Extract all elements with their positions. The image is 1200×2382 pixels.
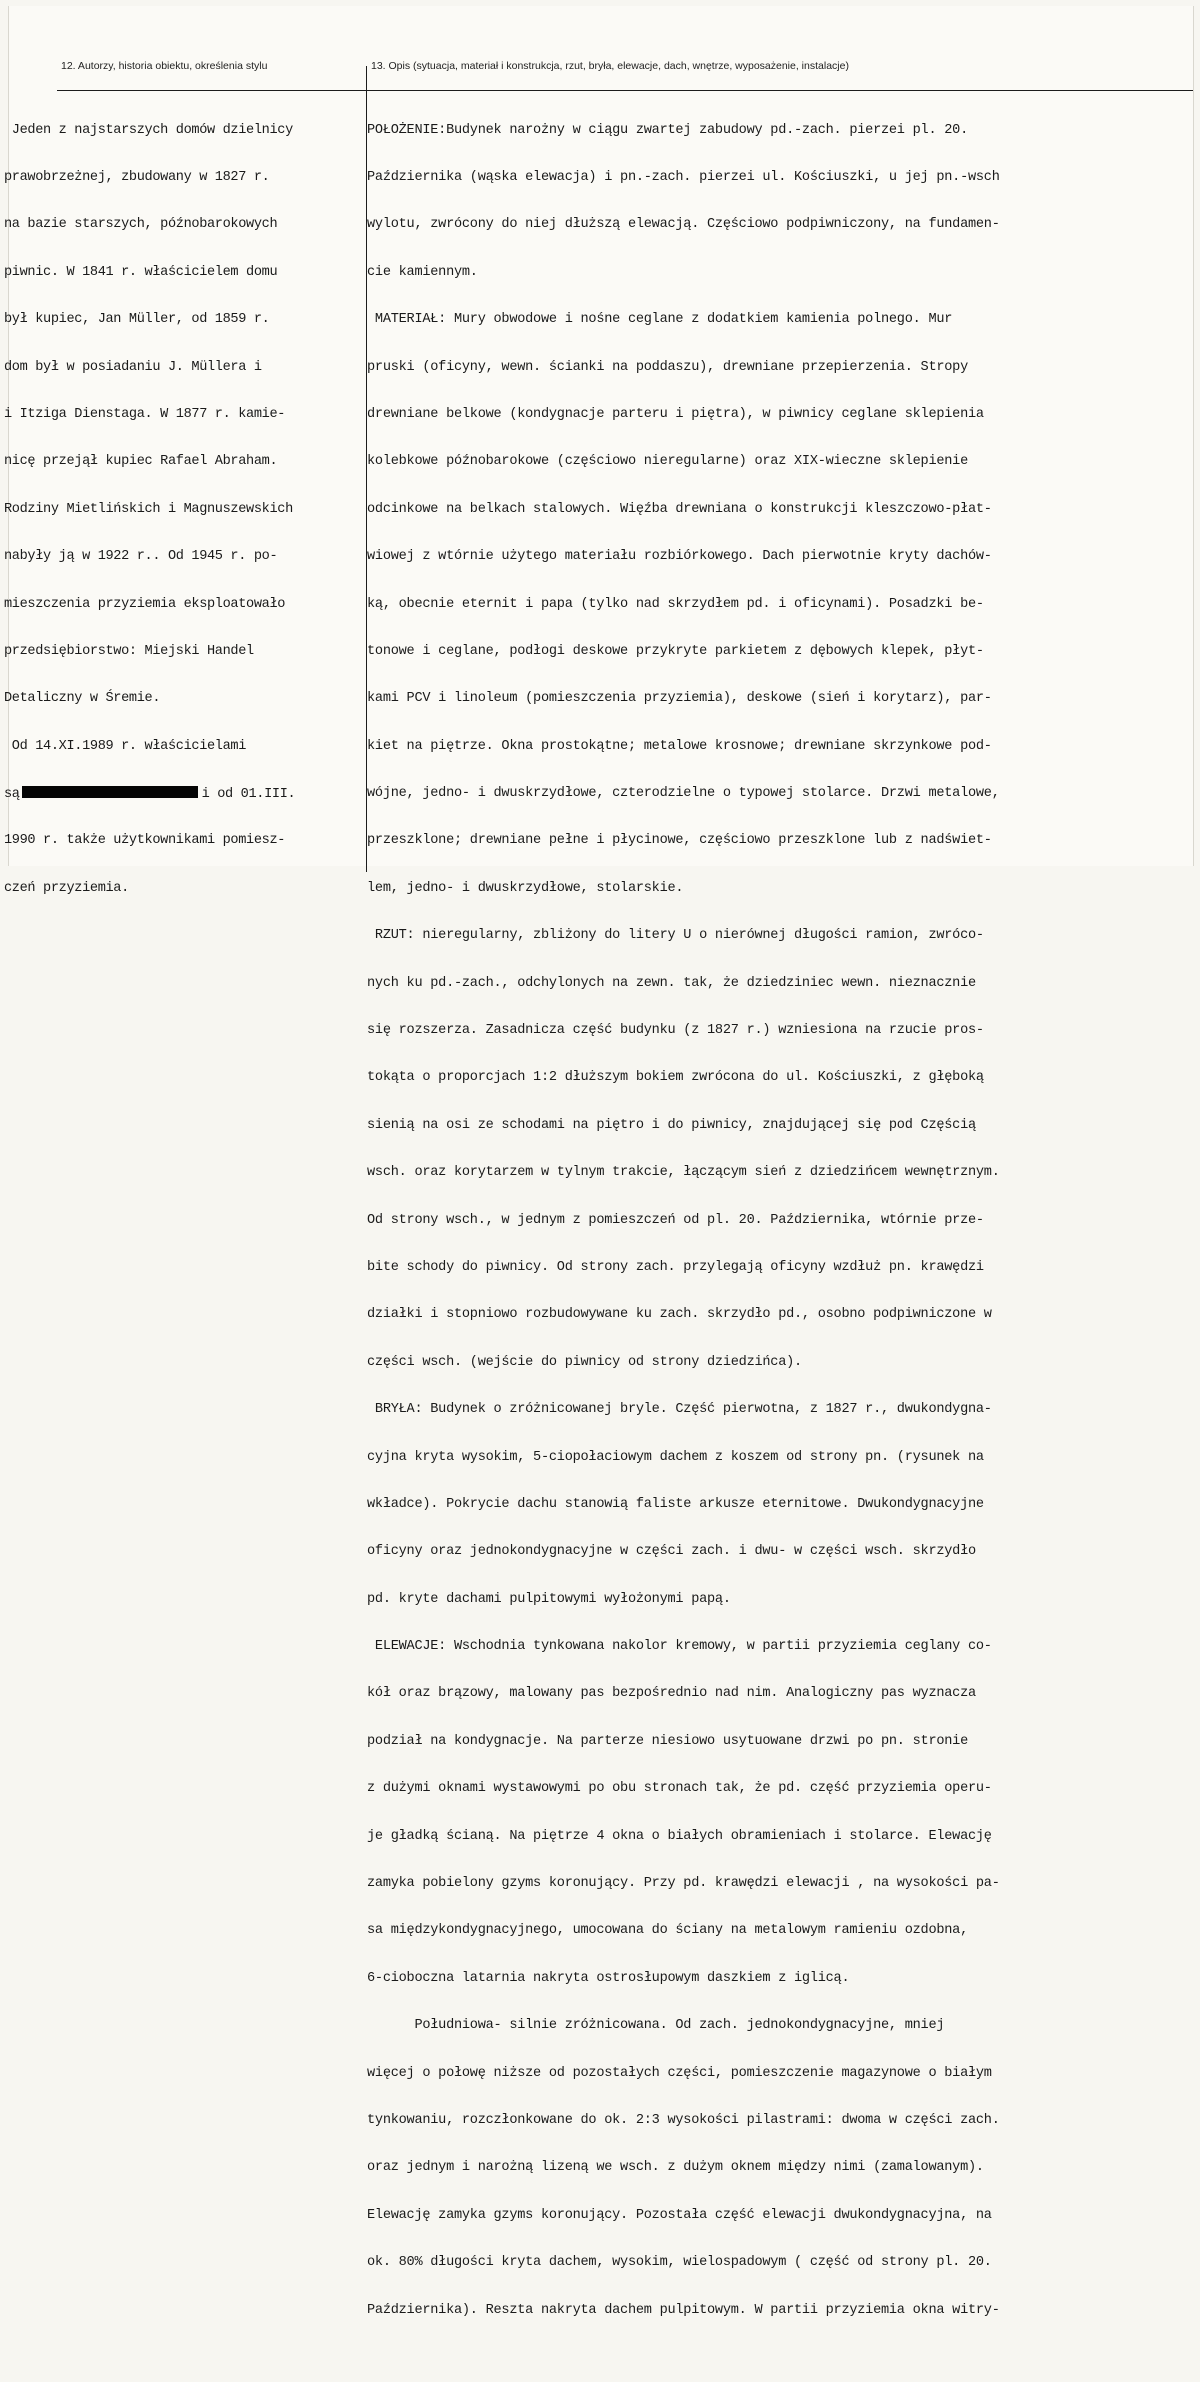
history-column (4, 91, 354, 912)
text-line: i Itziga Dienstaga. W 1877 r. kamie- (4, 406, 286, 422)
text-line: sa międzykondygnacyjnego, umocowana do ściany na metalowym ramieniu ozdobna, (367, 1923, 968, 1939)
text-line: Elewację zamyka gzyms koronujący. Pozostała część elewacji dwukondygnacyjna, na (367, 2207, 992, 2223)
description-column (367, 91, 1179, 2382)
text-line: Od 14.XI.1989 r. właścicielami (4, 738, 247, 754)
text-fragment: i od 01.III. (201, 787, 296, 803)
text-line: ELEWACJE: Wschodnia tynkowana nakolor kremowy, w partii przyziemia ceglany co- (367, 1639, 992, 1655)
text-line: zamyka pobielony gzyms koronujący. Przy pd. krawędzi elewacji , na wysokości pa- (367, 1876, 1000, 1892)
text-line: lem, jedno- i dwuskrzydłowe, stolarskie. (367, 880, 684, 896)
text-line: cie kamiennym. (367, 264, 478, 280)
text-line: wiowej z wtórnie użytego materiału rozbiórkowego. Dach pierwotnie kryty dachów- (367, 549, 992, 565)
text-line: prawobrzeżnej, zbudowany w 1827 r. (4, 169, 270, 185)
text-line: kolebkowe późnobarokowe (częściowo nieregularne) oraz XIX-wieczne sklepienie (367, 454, 968, 470)
text-line: kami PCV i linoleum (pomieszczenia przyziemia), deskowe (sień i korytarz), par- (367, 691, 992, 707)
text-line: nicę przejął kupiec Rafael Abraham. (4, 454, 278, 470)
text-line: BRYŁA: Budynek o zróżnicowanej bryle. Część pierwotna, z 1827 r., dwukondygna- (367, 1402, 992, 1418)
section-13-header: 13. Opis (sytuacja, materiał i konstrukcja, rzut, bryła, elewacje, dach, wnętrze, wyposażenie, instalacje) (371, 60, 849, 72)
text-line: wsch. oraz korytarzem w tylnym trakcie, łączącym sień z dziedzińcem wewnętrznym. (367, 1165, 1000, 1181)
text-line: wójne, jedno- i dwuskrzydłowe, czterodzielne o typowej stolarce. Drzwi metalowe, (367, 786, 1000, 802)
text-line: działki i stopniowo rozbudowywane ku zach. skrzydło pd., osobno podpiwniczone w (367, 1307, 992, 1323)
text-line: nych ku pd.-zach., odchylonych na zewn. tak, że dziedziniec wewn. nieznacznie (367, 975, 976, 991)
text-line: POŁOŻENIE:Budynek narożny w ciągu zwartej zabudowy pd.-zach. pierzei pl. 20. (367, 122, 968, 138)
text-line: wkładce). Pokrycie dachu stanowią faliste arkusze eternitowe. Dwukondygnacyjne (367, 1496, 984, 1512)
text-line: oficyny oraz jednokondygnacyjne w części zach. i dwu- w części wsch. skrzydło (367, 1544, 976, 1560)
text-line: czeń przyziemia. (4, 880, 129, 896)
text-line: nabyły ją w 1922 r.. Od 1945 r. po- (4, 549, 278, 565)
text-line: 1990 r. także użytkownikami pomiesz- (4, 833, 286, 849)
text-line: piwnic. W 1841 r. właścicielem domu (4, 264, 278, 280)
text-line: Jeden z najstarszych domów dzielnicy (4, 122, 293, 138)
section-12-header: 12. Autorzy, historia obiektu, określenia stylu (61, 60, 268, 72)
text-line: ok. 80% długości kryta dachem, wysokim, wielospadowym ( część od strony pl. 20. (367, 2255, 992, 2271)
text-line: 6-cioboczna latarnia nakryta ostrosłupowym daszkiem z iglicą. (367, 1970, 850, 1986)
text-line: mieszczenia przyziemia eksploatowało (4, 596, 286, 612)
text-line: MATERIAŁ: Mury obwodowe i nośne ceglane z dodatkiem kamienia polnego. Mur (367, 312, 953, 328)
text-fragment: są (4, 787, 20, 803)
text-line: Południowa- silnie zróżnicowana. Od zach. jednokondygnacyjne, mniej (367, 2018, 945, 2034)
text-line: tynkowaniu, rozczłonkowane do ok. 2:3 wysokości pilastrami: dwoma w części zach. (367, 2113, 1000, 2128)
text-line: cyjna kryta wysokim, 5-ciopołaciowym dachem z koszem od strony pn. (rysunek na (367, 1449, 984, 1465)
text-line: drewniane belkowe (kondygnacje parteru i piętra), w piwnicy ceglane sklepienia (367, 406, 984, 422)
text-line: je gładką ścianą. Na piętrze 4 okna o białych obramieniach i stolarce. Elewację (367, 1828, 992, 1844)
text-line: się rozszerza. Zasadnicza część budynku (z 1827 r.) wzniesiona na rzucie pros- (367, 1023, 984, 1039)
text-line: na bazie starszych, późnobarokowych (4, 217, 278, 233)
redaction-bar (22, 786, 198, 798)
text-line: pruski (oficyny, wewn. ścianki na poddaszu), drewniane przepierzenia. Stropy (367, 359, 968, 375)
text-line: oraz jednym i narożną lizeną we wsch. z dużym oknem między nimi (zamalowanym). (367, 2160, 984, 2176)
text-line: Października (wąska elewacja) i pn.-zach. pierzei ul. Kościuszki, u jej pn.-wsch (367, 169, 1000, 185)
text-line: przeszklone; drewniane pełne i płycinowe, częściowo przeszklone lub z nadświet- (367, 833, 992, 849)
text-line: bite schody do piwnicy. Od strony zach. przylegają oficyny wzdłuż pn. krawędzi (367, 1259, 984, 1275)
text-line: Detaliczny w Śremie. (4, 691, 161, 707)
text-line: Października). Reszta nakryta dachem pulpitowym. W partii przyziemia okna witry- (367, 2302, 1000, 2318)
text-line: sienią na osi ze schodami na piętro i do piwnicy, znajdującej się pod Częścią (367, 1117, 976, 1133)
text-line: wylotu, zwrócony do niej dłuższą elewacją. Częściowo podpiwniczony, na fundamen- (367, 217, 1000, 233)
text-line: kiet na piętrze. Okna prostokątne; metalowe krosnowe; drewniane skrzynkowe pod- (367, 738, 992, 754)
text-line: był kupiec, Jan Müller, od 1859 r. (4, 312, 270, 328)
text-line: z dużymi oknami wystawowymi po obu stronach tak, że pd. część przyziemia operu- (367, 1781, 992, 1797)
text-line: Od strony wsch., w jednym z pomieszczeń od pl. 20. Października, wtórnie prze- (367, 1212, 984, 1228)
text-line (367, 2350, 1179, 2366)
text-line: części wsch. (wejście do piwnicy od strony dziedzińca). (367, 1354, 802, 1370)
text-line: pd. kryte dachami pulpitowymi wyłożonymi papą. (367, 1591, 731, 1607)
text-line: podział na kondygnacje. Na parterze niesiowo usytuowane drzwi po pn. stronie (367, 1733, 968, 1749)
text-line-with-redaction (4, 786, 354, 802)
text-line: więcej o połowę niższe od pozostałych części, pomieszczenie magazynowe o białym (367, 2065, 992, 2081)
text-line: tonowe i ceglane, podłogi deskowe przykryte parkietem z dębowych klepek, płyt- (367, 643, 984, 659)
text-line: RZUT: nieregularny, zbliżony do litery U o nierównej długości ramion, zwróco- (367, 928, 984, 944)
text-line: dom był w posiadaniu J. Müllera i (4, 359, 262, 375)
text-line: Rodziny Mietlińskich i Magnuszewskich (4, 501, 293, 517)
text-line: przedsiębiorstwo: Miejski Handel (4, 643, 254, 659)
text-line: kół oraz brązowy, malowany pas bezpośrednio nad nim. Analogiczny pas wyznacza (367, 1686, 976, 1702)
text-line: tokąta o proporcjach 1:2 dłuższym bokiem zwrócona do ul. Kościuszki, z głęboką (367, 1070, 984, 1086)
text-line: ką, obecnie eternit i papa (tylko nad skrzydłem pd. i oficynami). Posadzki be- (367, 596, 984, 612)
text-line: odcinkowe na belkach stalowych. Więźba drewniana o konstrukcji kleszczowo-płat- (367, 501, 992, 517)
